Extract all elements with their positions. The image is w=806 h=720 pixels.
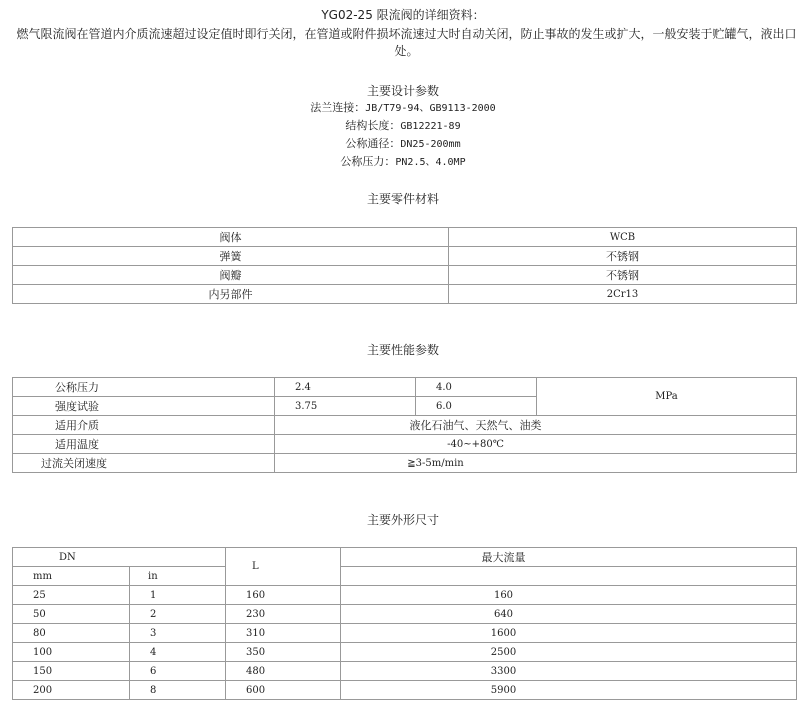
design-param-row	[0, 135, 806, 154]
value-cell: 2.4	[275, 378, 416, 397]
table-row	[13, 228, 797, 247]
flow-cell: 3300	[341, 662, 797, 681]
materials-heading: 主要零件材料	[366, 192, 439, 206]
param-value: JB/T79-94、GB9113-2000	[365, 103, 496, 114]
value-cell: 4.0	[416, 378, 537, 397]
unit-cell: MPa	[537, 378, 797, 416]
mm-cell: 25	[13, 586, 130, 605]
table-row	[13, 681, 797, 700]
in-cell: 2	[130, 605, 226, 624]
in-cell: 6	[130, 662, 226, 681]
in-cell: 8	[130, 681, 226, 700]
table-row	[13, 567, 797, 586]
design-param-row	[0, 99, 806, 118]
table-row	[13, 605, 797, 624]
l-header: L	[226, 548, 341, 586]
l-cell: 350	[226, 643, 341, 662]
part-cell: 阀瓣	[13, 266, 449, 285]
param-label: 结构长度：	[345, 119, 401, 132]
l-cell: 160	[226, 586, 341, 605]
mm-cell: 50	[13, 605, 130, 624]
table-row	[13, 416, 797, 435]
mm-header: mm	[13, 567, 130, 586]
part-cell: 阀体	[13, 228, 449, 247]
table-row	[13, 662, 797, 681]
mm-cell: 80	[13, 624, 130, 643]
label-cell: 适用温度	[13, 435, 275, 454]
param-value: GB12221-89	[400, 121, 461, 132]
performance-heading: 主要性能参数	[366, 343, 439, 357]
flow-cell: 2500	[341, 643, 797, 662]
l-cell: 310	[226, 624, 341, 643]
page-title: YG02-25 限流阀的详细资料：	[321, 8, 485, 22]
in-header: in	[130, 567, 226, 586]
value-cell: 6.0	[416, 397, 537, 416]
table-row	[13, 266, 797, 285]
dimensions-table	[12, 547, 797, 700]
param-label: 公称通径：	[345, 137, 401, 150]
materials-table	[12, 227, 797, 304]
material-cell: 不锈钢	[449, 247, 797, 266]
table-row	[13, 454, 797, 473]
material-cell: WCB	[449, 228, 797, 247]
intro-text: 燃气限流阀在管道内介质流速超过设定值时即行关闭，在管道或附件损坏流速过大时自动关闭，防止事故的发生或扩大，一般安装于贮罐气，液出口处。	[16, 27, 797, 58]
mm-cell: 200	[13, 681, 130, 700]
design-param-row	[0, 153, 806, 172]
part-cell: 弹簧	[13, 247, 449, 266]
flow-subheader	[341, 567, 797, 586]
label-cell: 适用介质	[13, 416, 275, 435]
in-cell: 3	[130, 624, 226, 643]
part-cell: 内另部件	[13, 285, 449, 304]
value-cell: -40~+80℃	[275, 435, 797, 454]
material-cell: 2Cr13	[449, 285, 797, 304]
table-row	[13, 435, 797, 454]
table-row	[13, 548, 797, 567]
flow-cell: 1600	[341, 624, 797, 643]
param-value: DN25-200mm	[400, 139, 461, 150]
dimensions-heading: 主要外形尺寸	[366, 513, 439, 527]
design-param-row	[0, 117, 806, 136]
table-row	[13, 285, 797, 304]
l-cell: 230	[226, 605, 341, 624]
param-label: 公称压力：	[340, 155, 396, 168]
table-row	[13, 247, 797, 266]
label-cell: 强度试验	[13, 397, 275, 416]
in-cell: 1	[130, 586, 226, 605]
table-row	[13, 586, 797, 605]
l-cell: 600	[226, 681, 341, 700]
flow-cell: 640	[341, 605, 797, 624]
flow-header: 最大流量	[341, 548, 797, 567]
table-row	[13, 378, 797, 397]
label-cell: 过流关闭速度	[13, 454, 275, 473]
flow-cell: 5900	[341, 681, 797, 700]
value-cell: 3.75	[275, 397, 416, 416]
material-cell: 不锈钢	[449, 266, 797, 285]
table-row	[13, 624, 797, 643]
dn-header: DN	[13, 548, 226, 567]
value-cell: 液化石油气、天然气、油类	[275, 416, 797, 435]
flow-cell: 160	[341, 586, 797, 605]
design-heading: 主要设计参数	[366, 84, 439, 98]
param-value: PN2.5、4.0MP	[395, 157, 466, 168]
in-cell: 4	[130, 643, 226, 662]
mm-cell: 100	[13, 643, 130, 662]
table-row	[13, 643, 797, 662]
l-cell: 480	[226, 662, 341, 681]
mm-cell: 150	[13, 662, 130, 681]
performance-table	[12, 377, 797, 473]
label-cell: 公称压力	[13, 378, 275, 397]
value-cell: ≧3-5m/min	[275, 454, 797, 473]
param-label: 法兰连接：	[310, 101, 366, 114]
